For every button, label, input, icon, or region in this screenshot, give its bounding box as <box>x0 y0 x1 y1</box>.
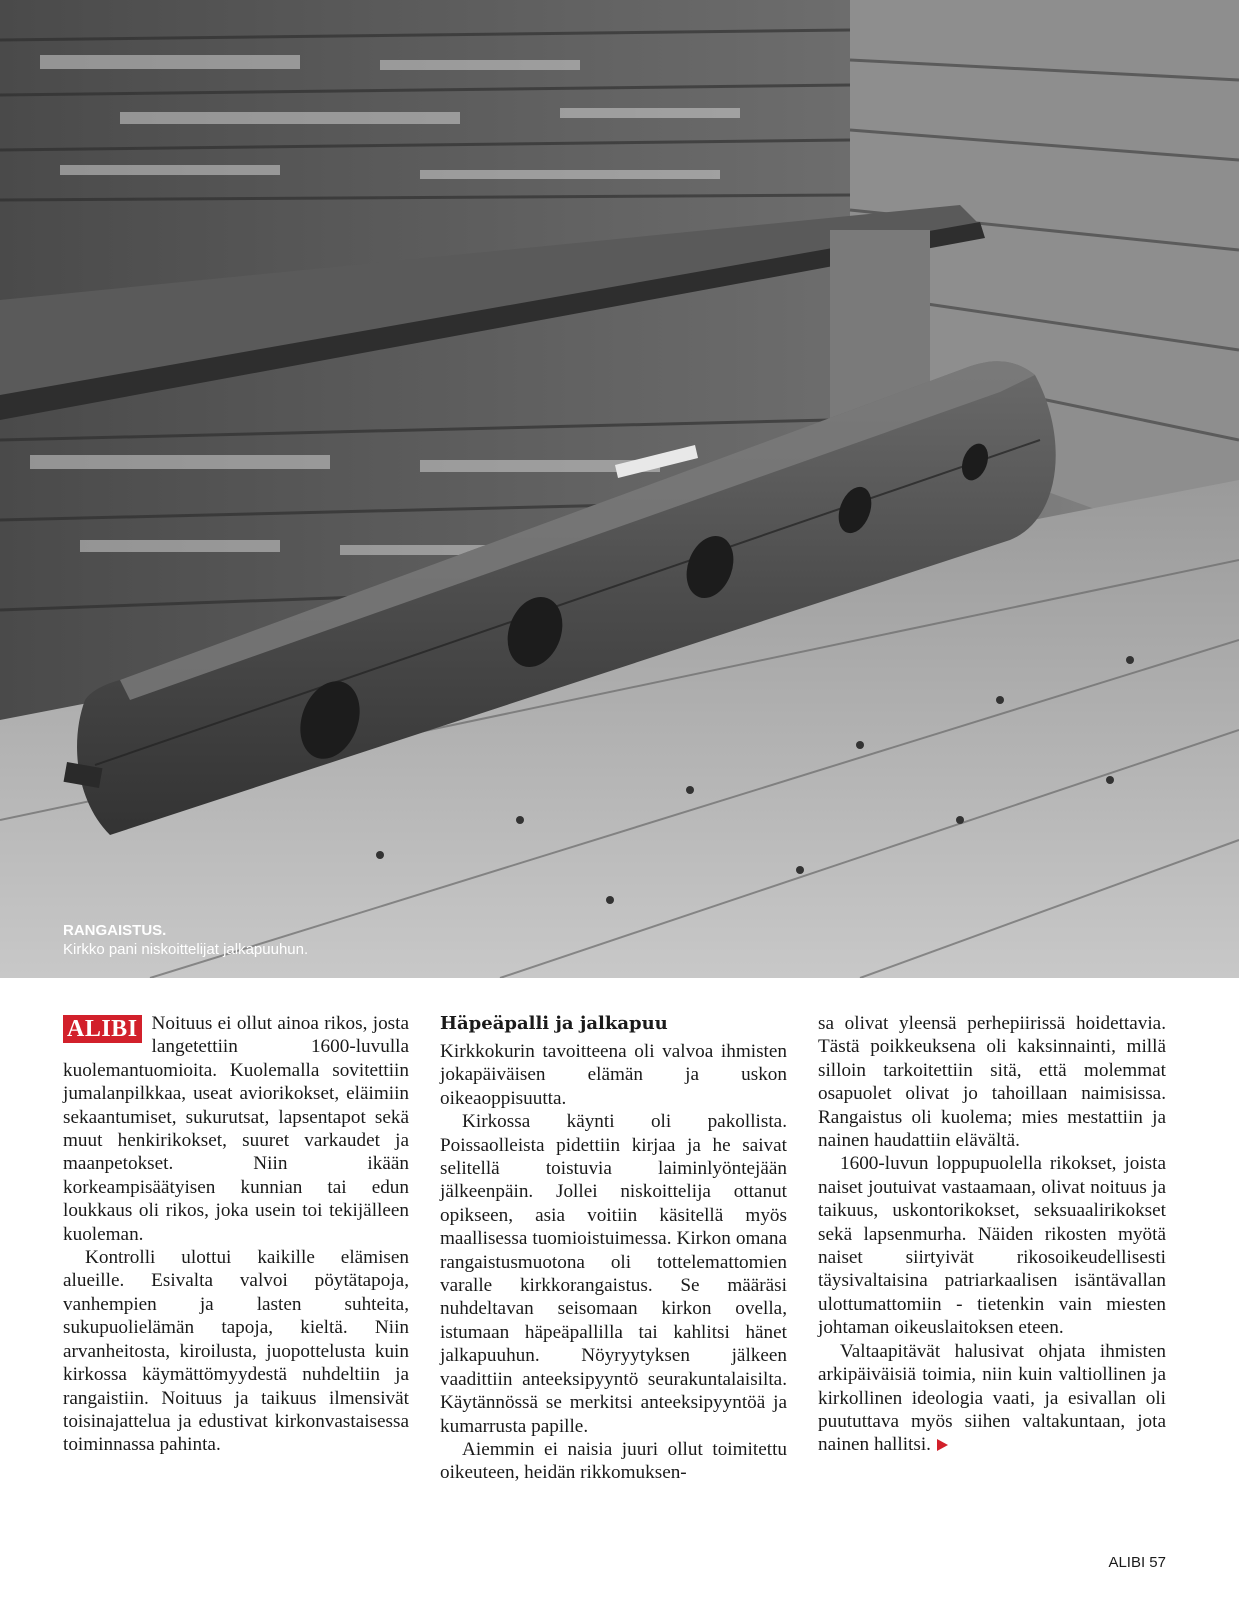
page-number: ALIBI 57 <box>1108 1554 1166 1571</box>
caption-title: RANGAISTUS. <box>63 922 167 939</box>
paragraph: 1600-luvun loppupuolella rikokset, joista naiset joutuivat vastaamaan, olivat noituus ja taikuus, uskontorikokset, seksuaalirikokset sekä lapsenmurha. Näiden rikosten myötä naiset siirtyivät rikosoikeudellisesti täysivaltaisina patriarkaalisen isäntävallan ulottumattomiin - tietenkin vain miesten johtaman oikeuslaitoksen eteen. <box>818 1153 1166 1339</box>
paragraph: Kirkossa käynti oli pakollista. Poissaolleista pidettiin kirjaa ja he saivat selitellä toistuvia laiminlyöntejään jälkeenpäin. Jollei niskoittelija ottanut opikseen, asia voitiin käsitellä myös maallisessa tuomioistuimessa. Kirkon omana rangaistusmuotona oli tottelemattomien varalle kirkkorangaistus. Se määräsi nuhdeltavan seisomaan kirkon ovella, istumaan häpeäpallilla tai kahlitsi hänet jalkapuuhun. Nöyryytyksen jälkeen vaadittiin anteeksipyyntö seurakuntalaisilta. Käytännössä se merkitsi anteeksipyyntöä ja kumarrusta papille. <box>440 1111 787 1437</box>
paragraph: sa olivat yleensä perhepiirissä hoidettavia. Tästä poikkeuksena oli kaksinnainti, millä silloin tarkoitettiin sitä, että molemmat osapuolet olivat jo tahoillaan naimisissa. Rangaistus oli kuolema; mies mestattiin ja nainen haudattiin elävältä. <box>818 1013 1166 1152</box>
paragraph: Noituus ei ollut ainoa rikos, josta langetettiin 1600-luvulla kuolemantuomioita. Kuolemalla sovitettiin jumalanpilkkaa, useat aviorikokset, eläimiin sekaantumiset, sukurutsat, lapsentapot sekä muut henkirikokset, suuret varkaudet ja maanpetokset. Niin ikään korkeampisäätyisen kunnian tai edun loukkaus oli rikos, joka usein toi tekijälleen kuoleman. <box>63 1013 409 1245</box>
end-of-article-icon <box>937 1439 948 1451</box>
paragraph-final <box>818 1340 1166 1457</box>
article-column-3 <box>818 1012 1166 1457</box>
section-heading: Häpeäpalli ja jalkapuu <box>440 1013 668 1034</box>
paragraph: Aiemmin ei naisia juuri ollut toimitettu oikeuteen, heidän rikkomuksen- <box>440 1438 787 1484</box>
article-column-2 <box>440 1012 787 1485</box>
final-text: Valtaapitävät halusivat ohjata ihmisten arkipäiväisiä toimia, niin kuin valtiollinen ja kirkollinen ideologia vaati, ja esivallan oli puututtava myös siihen valtakuntaan, jota nainen hallitsi. <box>818 1340 1166 1456</box>
caption-text: Kirkko pani niskoittelijat jalkapuuhun. <box>63 941 309 958</box>
paragraph: Kontrolli ulottui kaikille elämisen alueille. Esivalta valvoi pöytätapoja, vanhempien ja lasten suhteita, sukupuolielämän tapoja, kieltä. Niin arvanheitosta, kiroilusta, juopottelusta kuin kirkossa käymättömyydestä nuhdeltiin ja rangaistiin. Noituus ja taikuus ilmensivät toisinajattelua ja edustivat kirkonvastaisessa toiminnassa pahinta. <box>63 1247 409 1456</box>
article-column-1 <box>63 1012 409 1457</box>
photo-caption <box>63 921 308 959</box>
alibi-logo: ALIBI <box>63 1015 142 1043</box>
paragraph: Kirkkokurin tavoitteena oli valvoa ihmisten jokapäiväisen elämän ja uskon oikeaoppisuutta. <box>440 1041 787 1109</box>
